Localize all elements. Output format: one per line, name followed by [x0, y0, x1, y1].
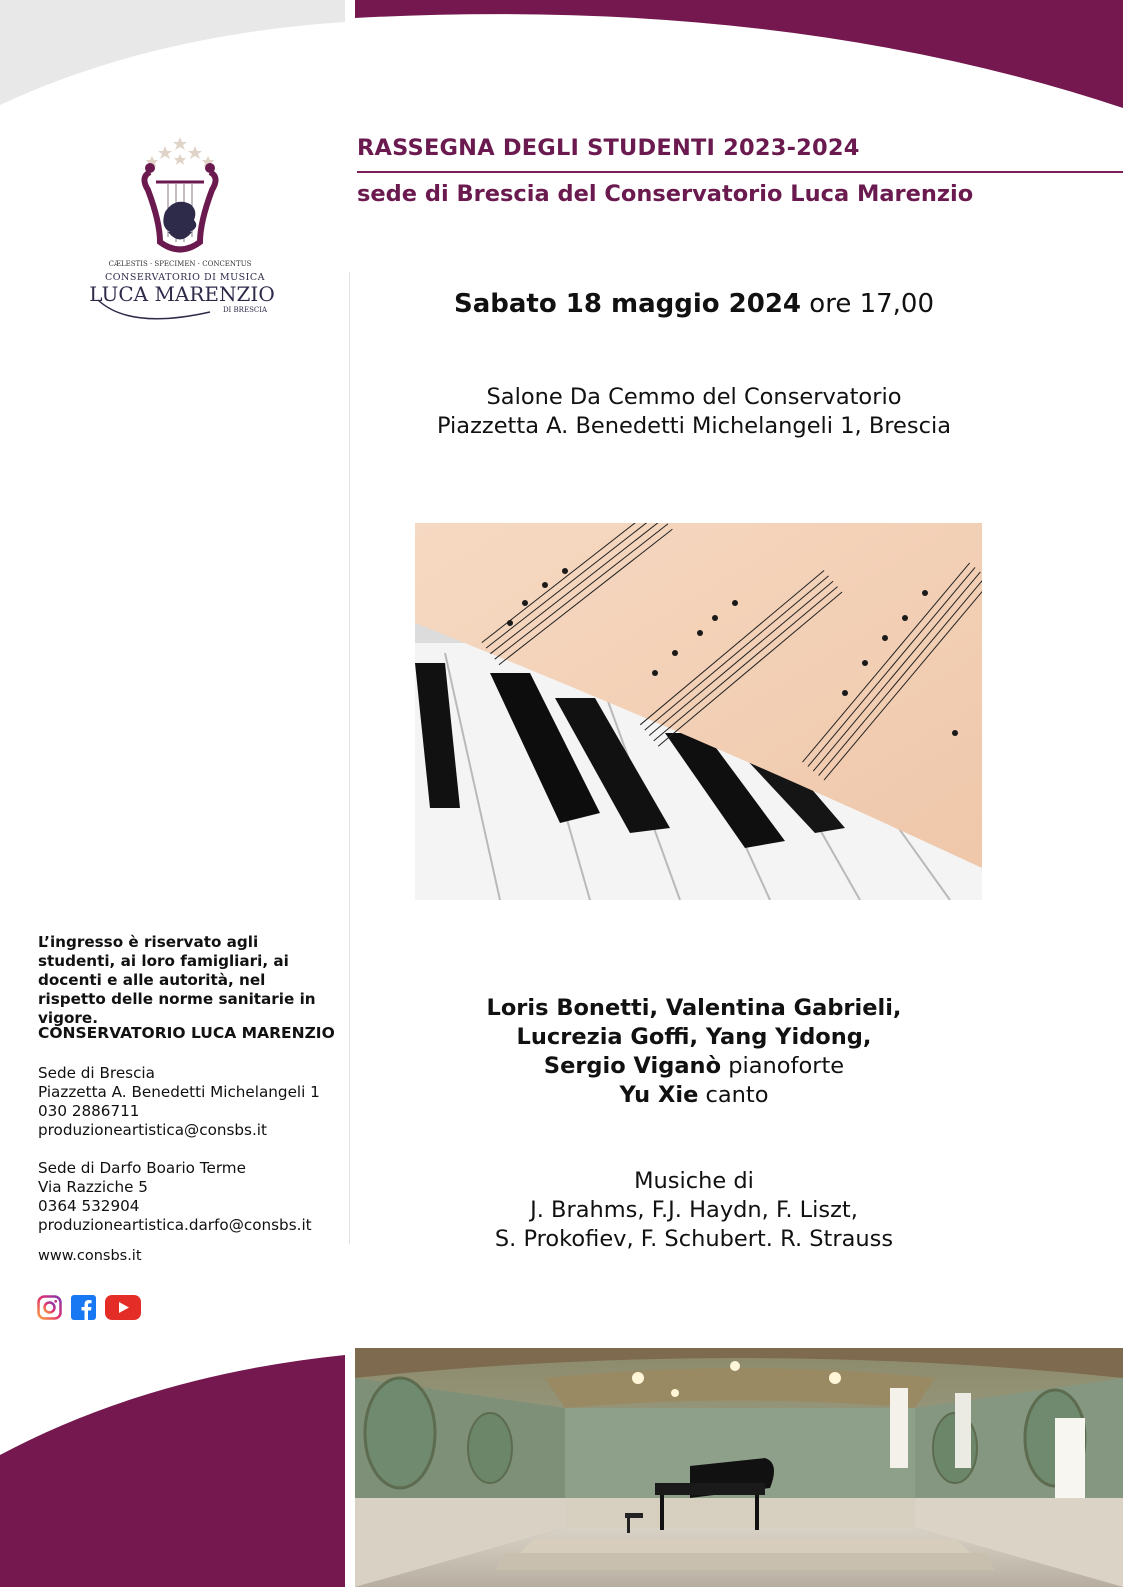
program-line-1: Musiche di [634, 1168, 754, 1194]
organization-name: CONSERVATORIO LUCA MARENZIO [38, 1024, 335, 1042]
contact-block [38, 1064, 338, 1235]
social-links [37, 1295, 141, 1324]
svg-text:DI BRESCIA: DI BRESCIA [222, 306, 268, 314]
darfo-name: Sede di Darfo Boario Terme [38, 1159, 246, 1177]
venue-line-1: Salone Da Cemmo del Conservatorio [486, 384, 902, 410]
website-link[interactable]: www.consbs.it [38, 1248, 142, 1264]
event-time: ore 17,00 [809, 289, 935, 319]
brescia-email[interactable]: produzioneartistica@consbs.it [38, 1121, 267, 1139]
page-subtitle: sede di Brescia del Conservatorio Luca Marenzio [357, 181, 974, 207]
header-rule [357, 171, 1123, 173]
performer-role: pianoforte [728, 1053, 845, 1079]
concert-hall-photo [355, 1348, 1123, 1587]
darfo-phone: 0364 532904 [38, 1197, 140, 1215]
event-date [352, 289, 1036, 319]
column-divider [349, 272, 350, 1244]
program-line-3: S. Prokofiev, F. Schubert. R. Strauss [494, 1226, 894, 1252]
brescia-phone: 030 2886711 [38, 1102, 140, 1120]
event-venue [352, 383, 1036, 441]
performer-name: Yu Xie [619, 1082, 699, 1108]
instagram-icon[interactable] [37, 1295, 62, 1324]
access-note: L’ingresso è riservato agli studenti, ai loro famigliari, ai docenti e alle autorità, nel rispetto delle norme sanitarie in vigore. [38, 933, 316, 1027]
darfo-address: Via Razziche 5 [38, 1178, 148, 1196]
performer-name: Sergio Viganò [543, 1053, 722, 1079]
svg-text:LUCA MARENZIO: LUCA MARENZIO [90, 282, 275, 306]
performers-line-1: Loris Bonetti, Valentina Gabrieli, [486, 995, 902, 1021]
svg-text:CÆLESTIS · SPECIMEN · CONCENTU: CÆLESTIS · SPECIMEN · CONCENTUS [108, 260, 252, 268]
performers [352, 994, 1036, 1110]
youtube-icon[interactable] [105, 1295, 141, 1324]
event-date-bold: Sabato 18 maggio 2024 [453, 289, 802, 319]
svg-text:CONSERVATORIO DI MUSICA: CONSERVATORIO DI MUSICA [104, 272, 266, 283]
venue-line-2: Piazzetta A. Benedetti Michelangeli 1, Brescia [436, 413, 952, 439]
top-purple-band [355, 0, 1123, 110]
brescia-name: Sede di Brescia [38, 1064, 155, 1082]
program-line-2: J. Brahms, F.J. Haydn, F. Liszt, [530, 1197, 858, 1223]
brescia-address: Piazzetta A. Benedetti Michelangeli 1 [38, 1083, 320, 1101]
top-gray-band [0, 0, 345, 110]
conservatorio-logo [90, 132, 280, 332]
program [352, 1167, 1036, 1254]
bottom-purple-band [0, 1355, 345, 1587]
facebook-icon[interactable] [71, 1295, 96, 1324]
performers-line-2: Lucrezia Goffi, Yang Yidong, [516, 1024, 872, 1050]
performer-role: canto [705, 1082, 769, 1108]
page-title: RASSEGNA DEGLI STUDENTI 2023-2024 [357, 135, 860, 161]
sheet-music-photo [415, 523, 982, 900]
darfo-email[interactable]: produzioneartistica.darfo@consbs.it [38, 1216, 312, 1234]
